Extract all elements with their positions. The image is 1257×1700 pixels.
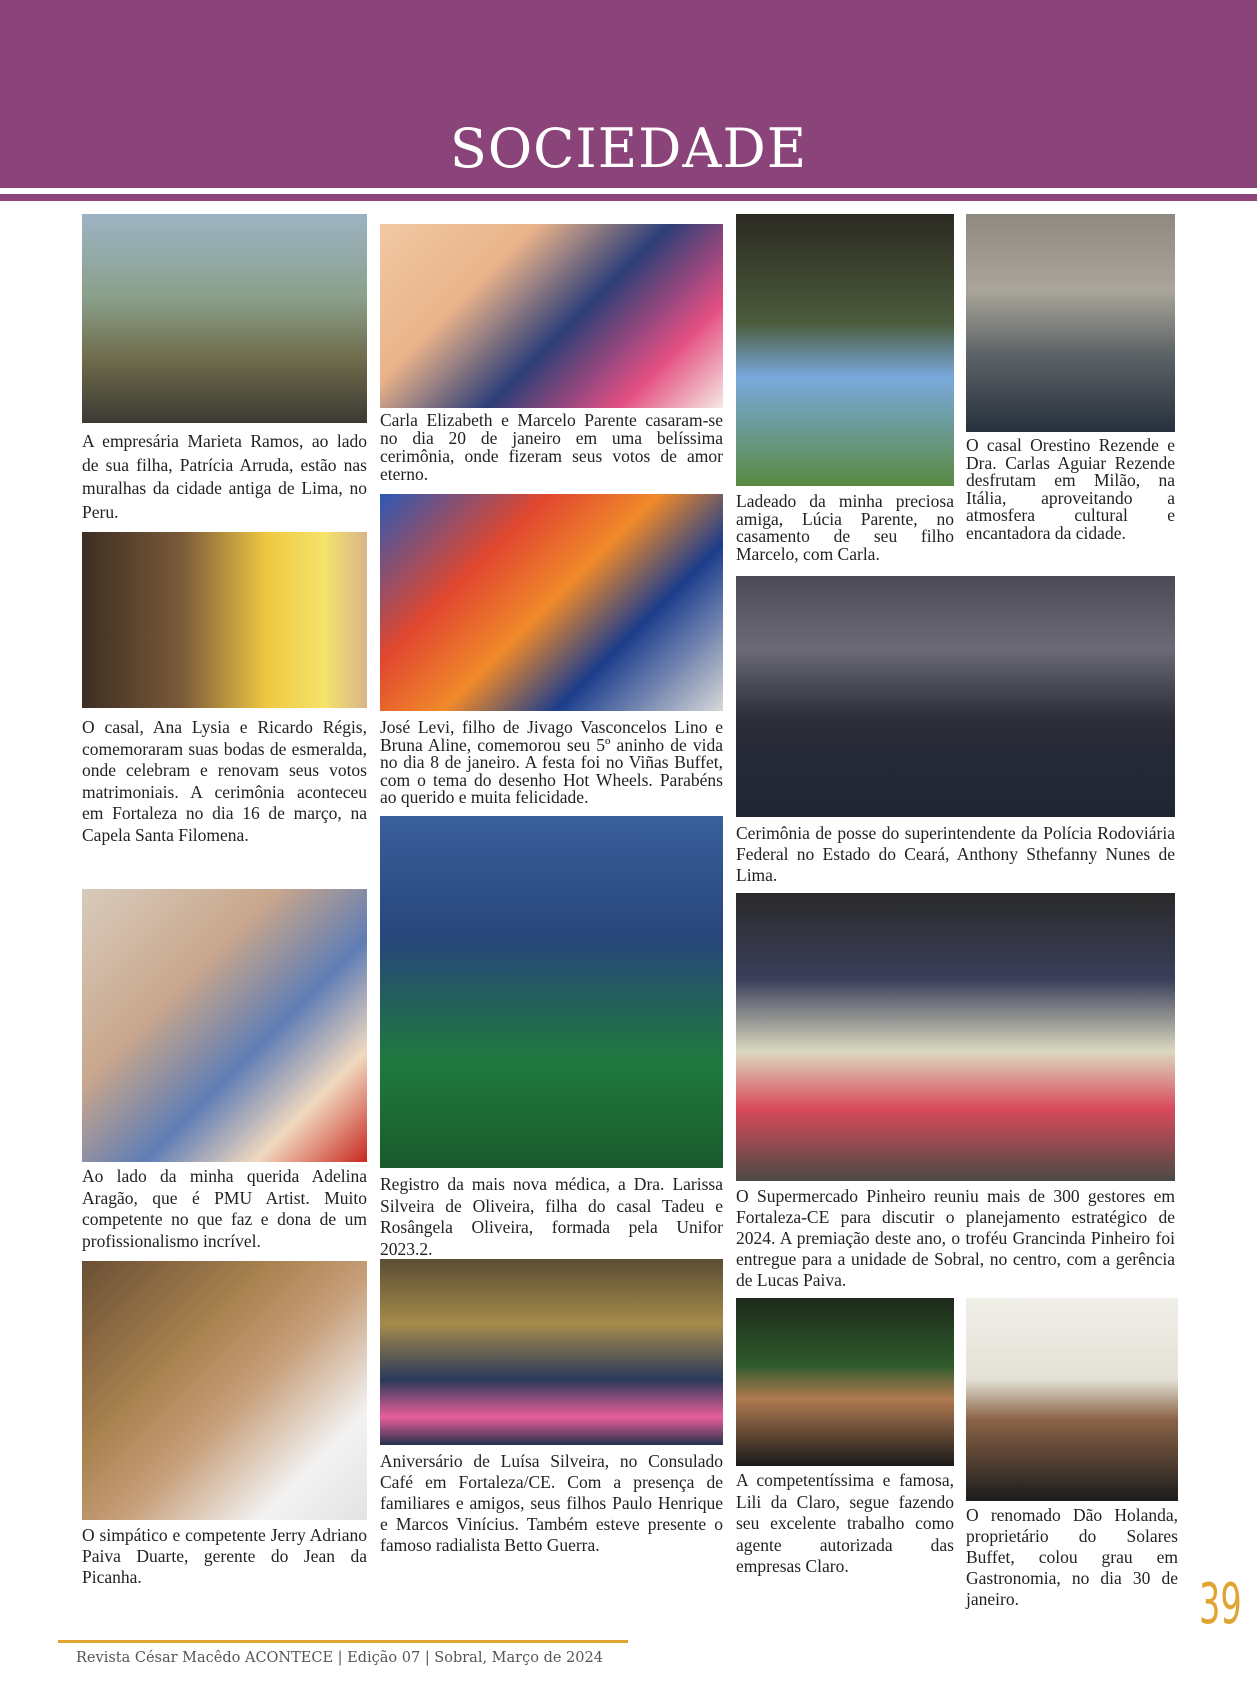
caption-marieta-lima: A empresária Marieta Ramos, ao lado de sua filha, Patrícia Arruda, estão nas muralhas da cidade antiga de Lima, no Peru. — [82, 431, 367, 522]
photo-rezende-milao — [966, 214, 1175, 432]
caption-ana-ricardo: O casal, Ana Lysia e Ricardo Régis, comemoraram suas bodas de esmeralda, onde celebram e renovam seus votos matrimoniais. A cerimônia aconteceu em Fortaleza no dia 16 de março, na Capela Santa Filomena. — [82, 717, 367, 845]
photo-supermercado — [736, 893, 1175, 1181]
caption-supermercado: O Supermercado Pinheiro reuniu mais de 300 gestores em Fortaleza-CE para discutir o planejamento estratégico de 2024. A premiação deste ano, o troféu Grancinda Pinheiro foi entregue para a unidade de Sobral, no centro, com a gerência de Lucas Paiva. — [736, 1186, 1175, 1290]
caption-adelina: Ao lado da minha querida Adelina Aragão, que é PMU Artist. Muito competente no que faz e dona de um profissionalismo incrível. — [82, 1166, 367, 1251]
photo-luisa — [380, 1259, 723, 1445]
footer-rule — [58, 1640, 628, 1643]
caption-lucia-parente: Ladeado da minha preciosa amiga, Lúcia Parente, no casamento de seu filho Marcelo, com Carla. — [736, 491, 954, 564]
caption-lili-claro: A competentíssima e famosa, Lili da Claro, segue fazendo seu excelente trabalho como agente autorizada das empresas Claro. — [736, 1470, 954, 1576]
page-header — [0, 0, 1257, 188]
caption-carla-marcelo: Carla Elizabeth e Marcelo Parente casaram-se no dia 20 de janeiro em uma belíssima cerimônia, onde fizeram seus votos de amor eterno. — [380, 410, 723, 484]
section-title: SOCIEDADE — [449, 117, 808, 180]
caption-jerry: O simpático e competente Jerry Adriano Paiva Duarte, gerente do Jean da Picanha. — [82, 1525, 367, 1587]
caption-jose-levi: José Levi, filho de Jivago Vasconcelos Lino e Bruna Aline, comemorou seu 5º aninho de vida no dia 8 de janeiro. A festa foi no Viñas Buffet, com o tema do desenho Hot Wheels. Parabéns ao querido e muita felicidade. — [380, 717, 723, 807]
caption-dao-holanda: O renomado Dão Holanda, proprietário do Solares Buffet, colou grau em Gastronomia, no dia 30 de janeiro. — [966, 1505, 1178, 1609]
caption-larissa: Registro da mais nova médica, a Dra. Larissa Silveira de Oliveira, filha do casal Tadeu e Rosângela Oliveira, formada pela Unifor 2023.2. — [380, 1174, 723, 1259]
photo-lucia-parente — [736, 214, 954, 486]
photo-ana-ricardo — [82, 532, 367, 708]
caption-prf-posse: Cerimônia de posse do superintendente da Polícia Rodoviária Federal no Estado do Ceará, Anthony Sthefanny Nunes de Lima. — [736, 823, 1175, 885]
photo-dao-holanda — [966, 1298, 1178, 1501]
photo-adelina — [82, 889, 367, 1162]
caption-rezende-milao: O casal Orestino Rezende e Dra. Carlas Aguiar Rezende desfrutam em Milão, na Itália, aproveitando a atmosfera cultural e encantadora da cidade. — [966, 435, 1175, 543]
photo-jose-levi — [380, 494, 723, 711]
page-number: 39 — [1199, 1572, 1242, 1637]
photo-carla-marcelo — [380, 224, 723, 408]
photo-jerry — [82, 1261, 367, 1520]
photo-larissa — [380, 816, 723, 1168]
photo-prf-posse — [736, 576, 1175, 817]
header-divider-purple — [0, 194, 1257, 201]
caption-luisa: Aniversário de Luísa Silveira, no Consulado Café em Fortaleza/CE. Com a presença de familiares e amigos, seus filhos Paulo Henrique e Marcos Vinícius. Também esteve presente o famoso radialista Betto Guerra. — [380, 1451, 723, 1555]
photo-marieta-lima — [82, 214, 367, 423]
footer-credit: Revista César Macêdo ACONTECE | Edição 07 | Sobral, Março de 2024 — [76, 1650, 603, 1666]
photo-lili-claro — [736, 1298, 954, 1466]
